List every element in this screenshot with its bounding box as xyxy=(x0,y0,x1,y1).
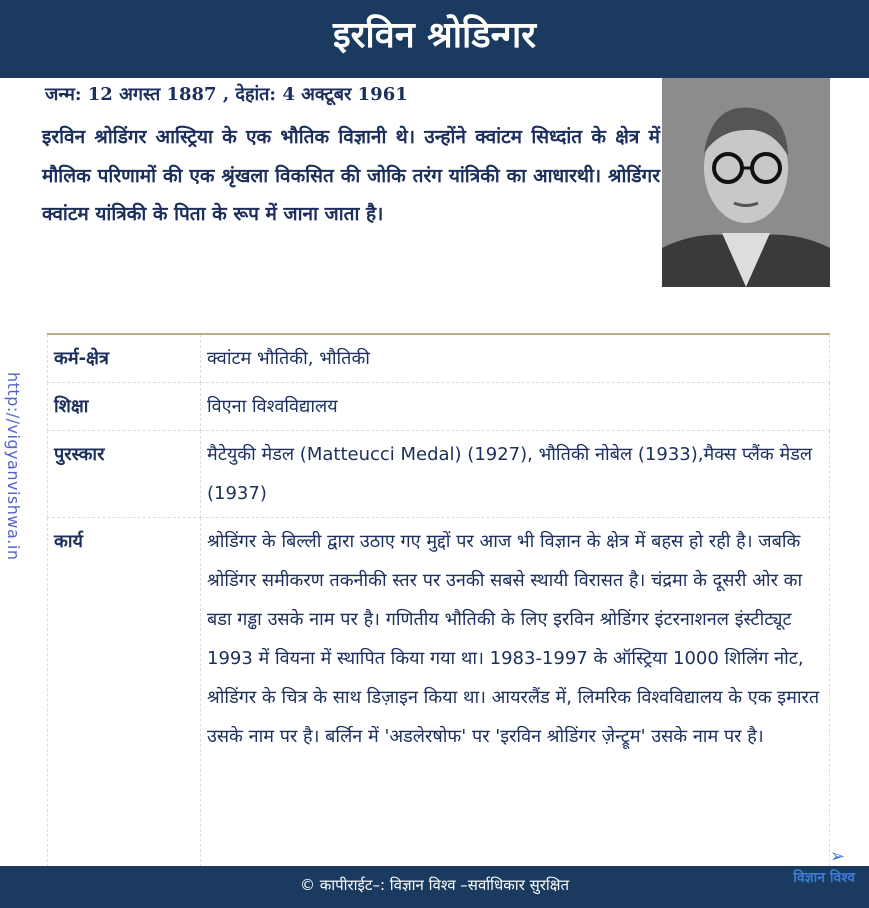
row-value: मैटेयुकी मेडल (Matteucci Medal) (1927), भौतिकी नोबेल (1933),मैक्स प्लैंक मेडल (1937) xyxy=(201,431,830,518)
row-value: विएना विश्वविद्यालय xyxy=(201,383,830,431)
row-label: कार्य xyxy=(48,518,201,892)
table-row xyxy=(48,518,830,892)
page-title: इरविन श्रोडिन्गर xyxy=(332,15,536,56)
row-label: कर्म-क्षेत्र xyxy=(48,334,201,383)
birth-death-dates: जन्म: 12 अगस्त 1887 , देहांत: 4 अक्टूबर 1961 xyxy=(45,84,408,105)
row-value: श्रोडिंगर के बिल्ली द्वारा उठाए गए मुद्दों पर आज भी विज्ञान के क्षेत्र में बहस हो रही है। जबकि श्रोडिंगर समीकरण तकनीकी स्तर पर उनकी सबसे स्थायी विरासत है। चंद्रमा के दूसरी ओर का बडा गड्ढा उसके नाम पर है। गणितीय भौतिकी के लिए इरविन श्रोडिंगर इंटरनाशनल इंस्टीट्यूट 1993 में वियना में स्थापित किया गया था। 1983-1997 के ऑस्ट्रिया 1000 शिलिंग नोट, श्रोडिंगर के चित्र के साथ डिज़ाइन किया था। आयरलैंड में, लिमरिक विश्वविद्यालय के एक इमारत उसके नाम पर है। बर्लिन में 'अडलेरषोफ' पर 'इरविन श्रोडिंगर ज़ेन्ट्रूम' उसके नाम पर है। xyxy=(201,518,830,892)
website-link[interactable]: http://vigyanvishwa.in xyxy=(4,372,23,561)
table-row xyxy=(48,431,830,518)
swoosh-icon: ➢ xyxy=(829,846,845,867)
info-table xyxy=(47,333,830,892)
footer xyxy=(0,866,869,908)
intro-paragraph: इरविन श्रोडिंगर आस्ट्रिया के एक भौतिक विज्ञानी थे। उन्होंने क्वांटम सिध्दांत के क्षेत्र में मौलिक परिणामों की एक श्रृंखला विकसित की जोकि तरंग यांत्रिकी का आधारथी। श्रोडिंगर क्वांटम यांत्रिकी के पिता के रूप में जाना जाता है। xyxy=(42,126,660,225)
page-header xyxy=(0,0,869,78)
copyright-text: © कापीराईट–: विज्ञान विश्व –सर्वाधिकार सुरक्षित xyxy=(299,876,570,894)
row-label: शिक्षा xyxy=(48,383,201,431)
row-label: पुरस्कार xyxy=(48,431,201,518)
site-logo[interactable]: विज्ञान विश्व xyxy=(793,870,855,886)
row-value: क्वांटम भौतिकी, भौतिकी xyxy=(201,334,830,383)
table-row xyxy=(48,383,830,431)
portrait-photo xyxy=(662,78,830,287)
table-row xyxy=(48,334,830,383)
